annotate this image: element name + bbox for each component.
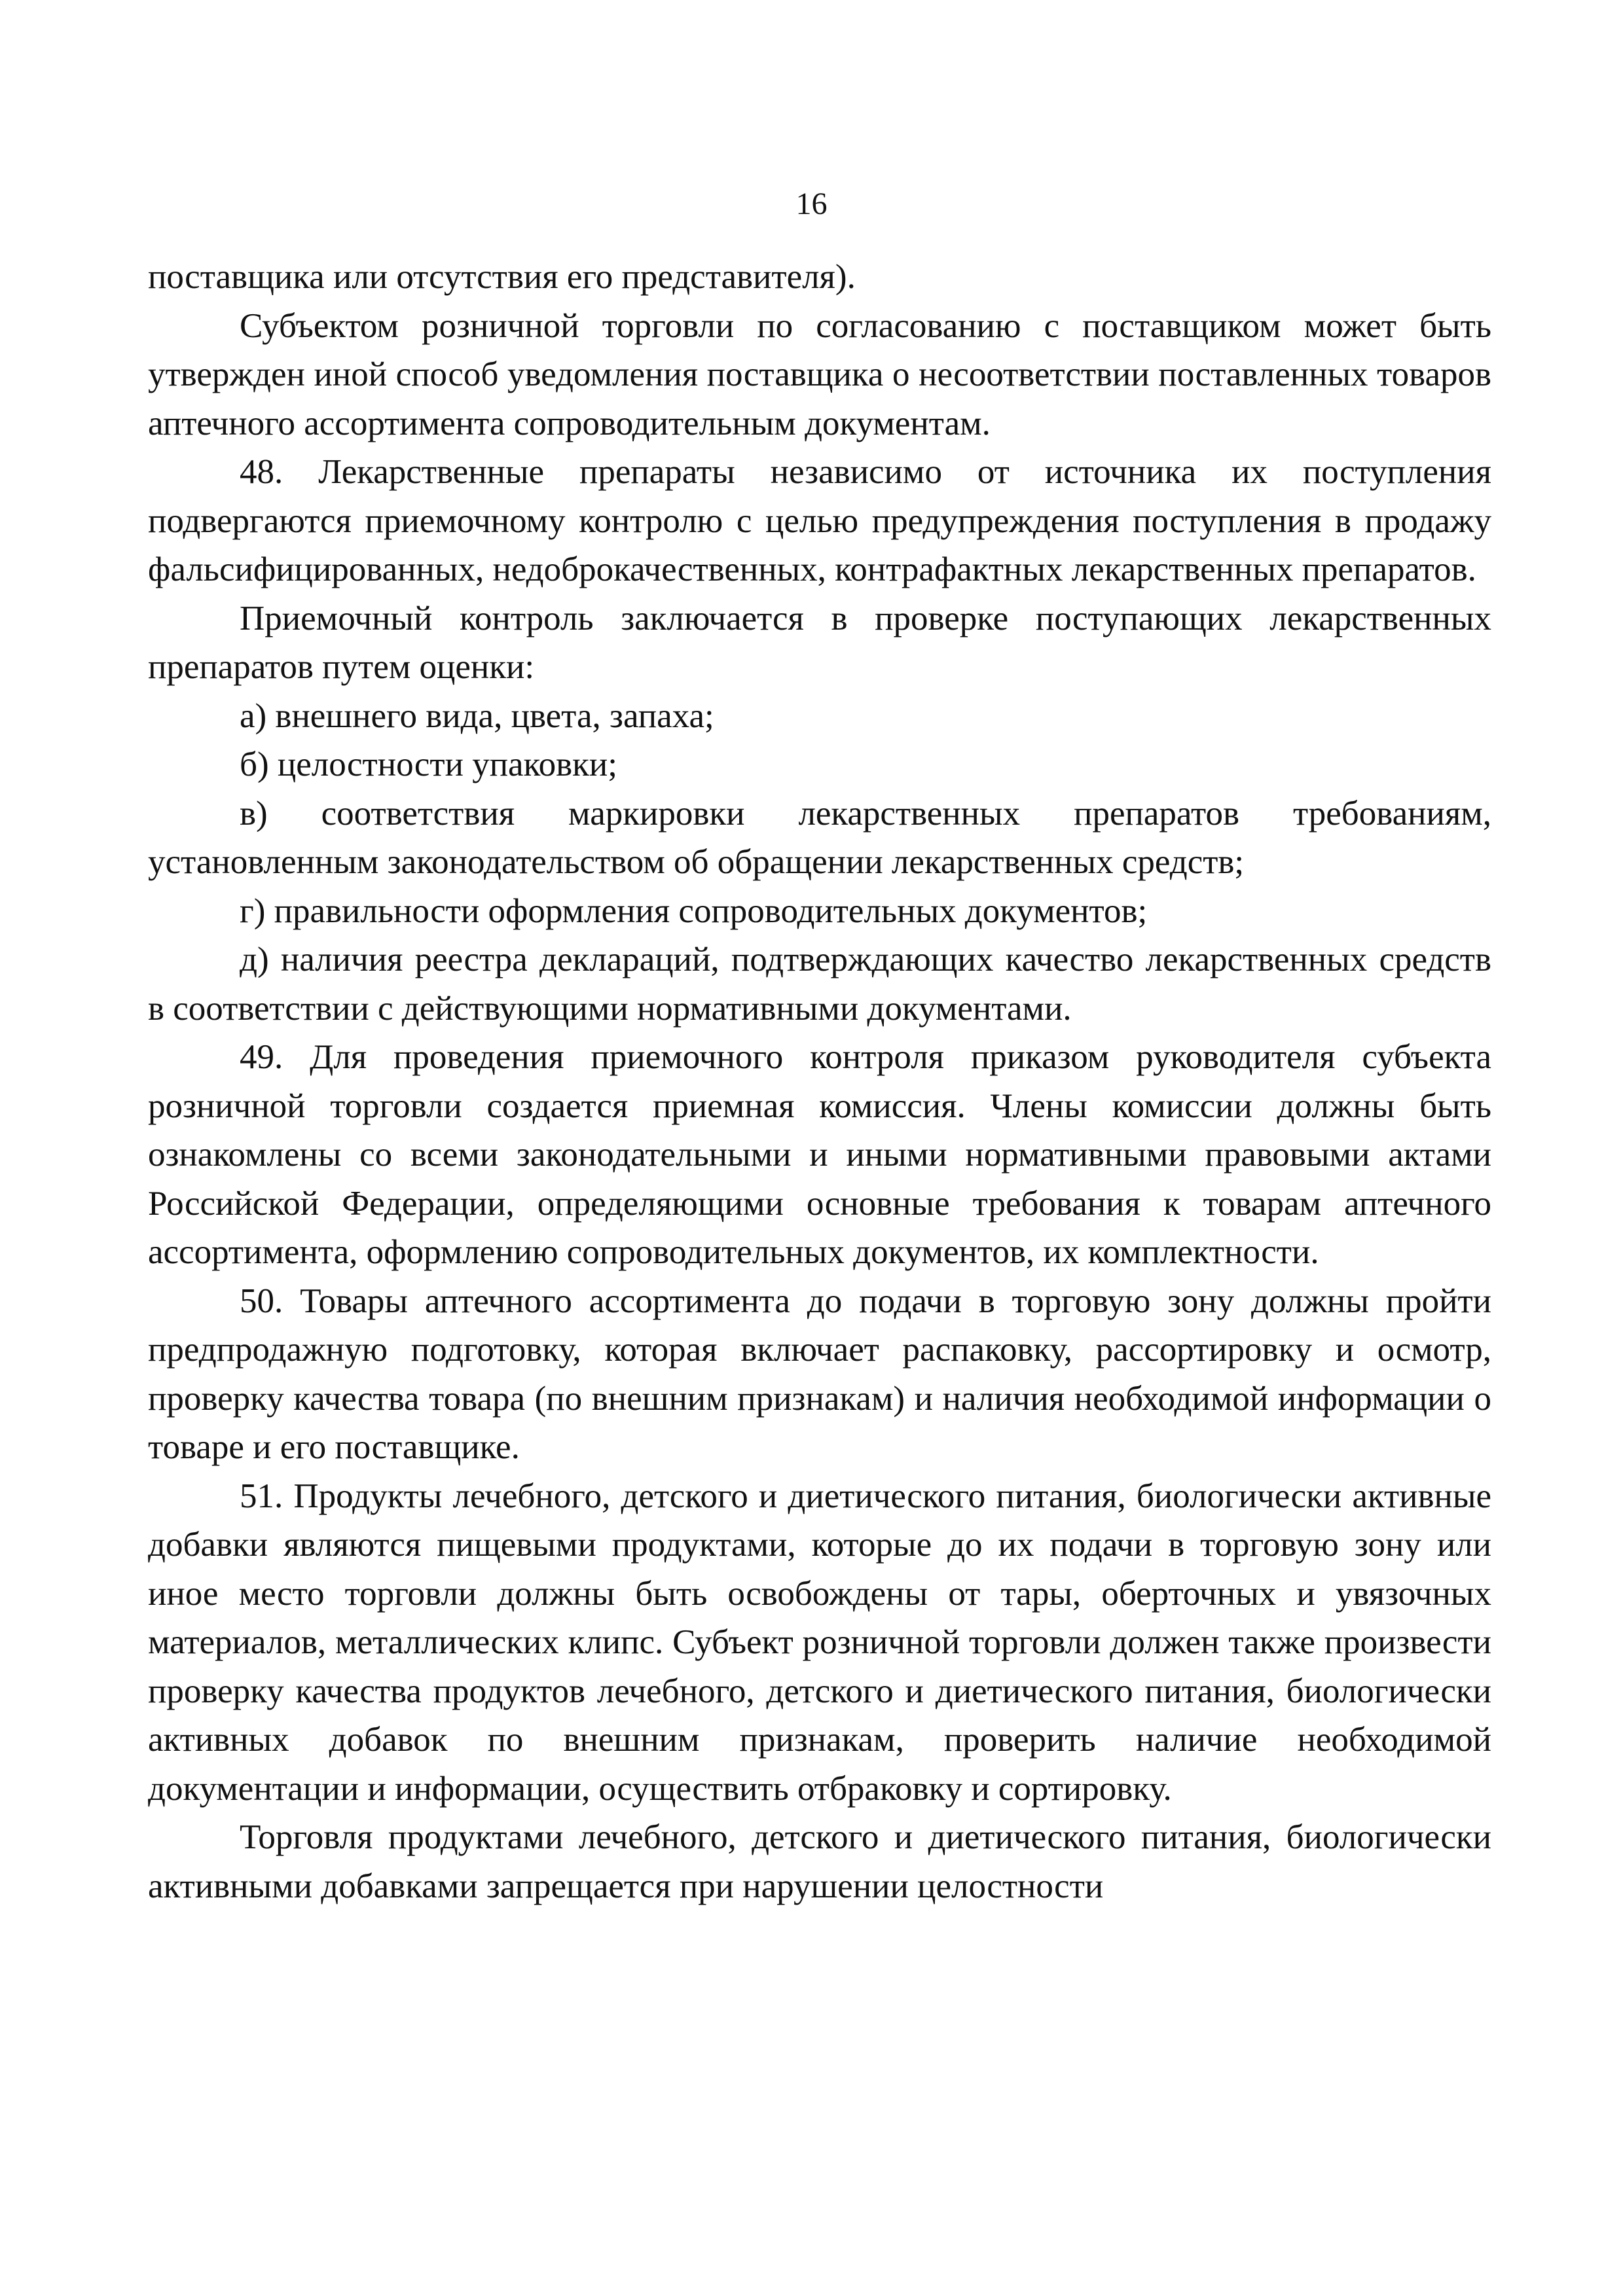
list-item-g: г) правильности оформления сопроводительных документов; [240, 891, 1148, 930]
list-item-v: в) соответствия маркировки лекарственных препаратов требованиям, установленным законодательством об обращении лекарственных средств; [148, 794, 1491, 881]
list-item-a: а) внешнего вида, цвета, запаха; [240, 696, 714, 735]
paragraph-item-48: 48. Лекарственные препараты независимо от источника их поступления подвергаются приемочному контролю с целью предупреждения поступления в продажу фальсифицированных, недоброкачественных, контрафактных лекарственных препаратов. [148, 453, 1491, 588]
paragraph-notification-method: Субъектом розничной торговли по согласованию с поставщиком может быть утвержден иной способ уведомления поставщика о несоответствии поставленных товаров аптечного ассортимента сопроводительным документам. [148, 306, 1491, 442]
list-item-b: б) целостности упаковки; [240, 745, 617, 783]
paragraph-acceptance-control: Приемочный контроль заключается в проверке поступающих лекарственных препаратов путем оценки: [148, 599, 1491, 686]
document-body [148, 253, 1491, 1910]
paragraph-item-49: 49. Для проведения приемочного контроля приказом руководителя субъекта розничной торговли создается приемная комиссия. Члены комиссии должны быть ознакомлены со всеми законодательными и иными нормативными правовыми актами Российской Федерации, определяющими основные требования к товарам аптечного ассортимента, оформлению сопроводительных документов, их комплектности. [148, 1038, 1491, 1271]
list-item-d: д) наличия реестра деклараций, подтверждающих качество лекарственных средств в соответствии с действующими нормативными документами. [148, 941, 1491, 1028]
paragraph-item-51: 51. Продукты лечебного, детского и диетического питания, биологически активные добавки являются пищевыми продуктами, которые до их подачи в торговую зону или иное место торговли должны быть освобождены от тары, оберточных и увязочных материалов, металлических клипс. Субъект розничной торговли должен также произвести проверку качества продуктов лечебного, детского и диетического питания, биологически активных добавок по внешним признакам, проверить наличие необходимой документации и информации, осуществить отбраковку и сортировку. [148, 1477, 1491, 1808]
page-number: 16 [795, 187, 828, 221]
paragraph-trade-prohibition: Торговля продуктами лечебного, детского и диетического питания, биологически активными добавками запрещается при нарушении целостности [148, 1818, 1491, 1905]
paragraph-item-50: 50. Товары аптечного ассортимента до подачи в торговую зону должны пройти предпродажную подготовку, которая включает распаковку, рассортировку и осмотр, проверку качества товара (по внешним признакам) и наличия необходимой информации о товаре и его поставщике. [148, 1282, 1491, 1466]
paragraph-continuation: поставщика или отсутствия его представителя). [148, 258, 856, 296]
